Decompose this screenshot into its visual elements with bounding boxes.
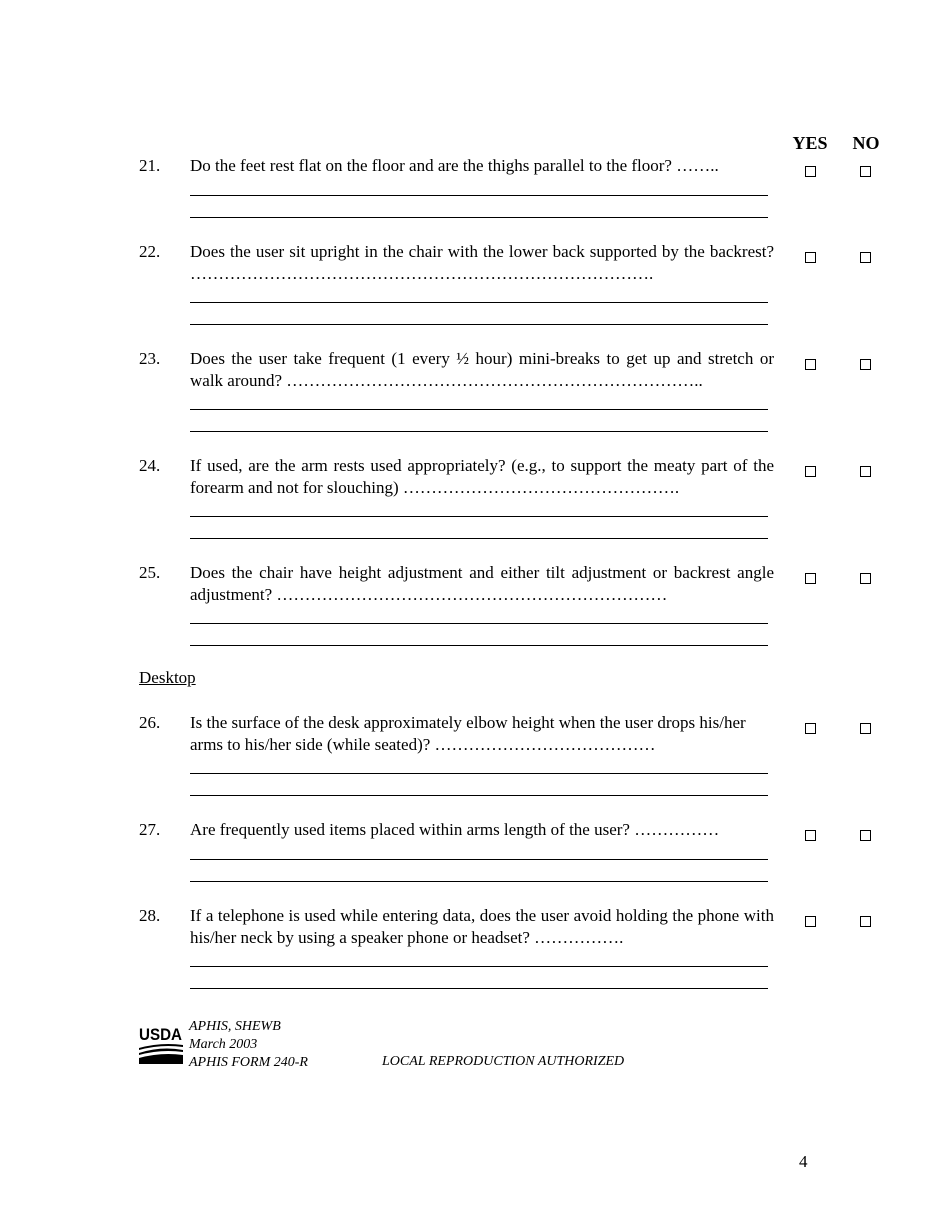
answer-line[interactable] xyxy=(190,966,768,967)
no-checkbox[interactable] xyxy=(860,466,871,477)
yes-column-header: YES xyxy=(792,133,828,153)
question-text: If a telephone is used while entering data, does the user avoid holding the phone with his/her neck by using a speaker phone or headset? ……………. xyxy=(190,906,774,947)
no-checkbox[interactable] xyxy=(860,166,871,177)
answer-line[interactable] xyxy=(190,538,768,539)
answer-line[interactable] xyxy=(190,302,768,303)
answer-line[interactable] xyxy=(190,623,768,624)
question-text: Does the chair have height adjustment and either tilt adjustment or backrest angle adjustment? …………………………………………………………… xyxy=(190,563,774,604)
question-text: Does the user take frequent (1 every ½ hour) mini-breaks to get up and stretch or walk around? ……………………………………………………………….. xyxy=(190,349,774,390)
no-checkbox[interactable] xyxy=(860,916,871,927)
question-text: Is the surface of the desk approximately elbow height when the user drops his/her arms to his/her side (while seated)? ………………………………… xyxy=(190,713,746,754)
yes-checkbox[interactable] xyxy=(805,916,816,927)
answer-line[interactable] xyxy=(190,795,768,796)
usda-logo-text: USDA xyxy=(139,1025,182,1044)
answer-line[interactable] xyxy=(190,324,768,325)
question-number: 23. xyxy=(139,349,161,368)
footer-authorization: LOCAL REPRODUCTION AUTHORIZED xyxy=(382,1054,625,1069)
answer-line[interactable] xyxy=(190,859,768,860)
question-number: 22. xyxy=(139,242,161,261)
no-checkbox[interactable] xyxy=(860,252,871,263)
footer-agency: APHIS, SHEWB xyxy=(189,1019,281,1034)
question-number: 25. xyxy=(139,563,161,582)
yes-checkbox[interactable] xyxy=(805,830,816,841)
answer-line[interactable] xyxy=(190,195,768,196)
question-text: If used, are the arm rests used appropriately? (e.g., to support the meaty part of the forearm and not for slouching) …………………………………………. xyxy=(190,456,774,497)
question-number: 27. xyxy=(139,820,161,839)
no-checkbox[interactable] xyxy=(860,830,871,841)
answer-line[interactable] xyxy=(190,431,768,432)
no-checkbox[interactable] xyxy=(860,723,871,734)
no-checkbox[interactable] xyxy=(860,573,871,584)
footer-info xyxy=(189,1018,308,1072)
footer-form-number: APHIS FORM 240-R xyxy=(189,1055,308,1070)
no-column-header: NO xyxy=(852,133,880,153)
no-checkbox[interactable] xyxy=(860,359,871,370)
answer-line[interactable] xyxy=(190,217,768,218)
answer-line[interactable] xyxy=(190,409,768,410)
question-text: Does the user sit upright in the chair with the lower back supported by the backrest? ………………………………………………………………………. xyxy=(190,242,774,283)
question-text: Are frequently used items placed within arms length of the user? …………… xyxy=(190,820,720,839)
answer-line[interactable] xyxy=(190,988,768,989)
page-number: 4 xyxy=(799,1152,808,1171)
yes-checkbox[interactable] xyxy=(805,359,816,370)
answer-line[interactable] xyxy=(190,881,768,882)
answer-line[interactable] xyxy=(190,773,768,774)
usda-logo xyxy=(139,1024,183,1064)
yes-checkbox[interactable] xyxy=(805,252,816,263)
footer-date: March 2003 xyxy=(189,1037,258,1052)
section-heading-desktop: Desktop xyxy=(139,668,196,687)
question-number: 21. xyxy=(139,156,161,175)
yes-checkbox[interactable] xyxy=(805,466,816,477)
question-number: 24. xyxy=(139,456,161,475)
question-text: Do the feet rest flat on the floor and are the thighs parallel to the floor? …….. xyxy=(190,156,719,175)
question-number: 26. xyxy=(139,713,161,732)
yes-checkbox[interactable] xyxy=(805,573,816,584)
yes-checkbox[interactable] xyxy=(805,723,816,734)
answer-line[interactable] xyxy=(190,516,768,517)
yes-checkbox[interactable] xyxy=(805,166,816,177)
answer-line[interactable] xyxy=(190,645,768,646)
question-number: 28. xyxy=(139,906,161,925)
